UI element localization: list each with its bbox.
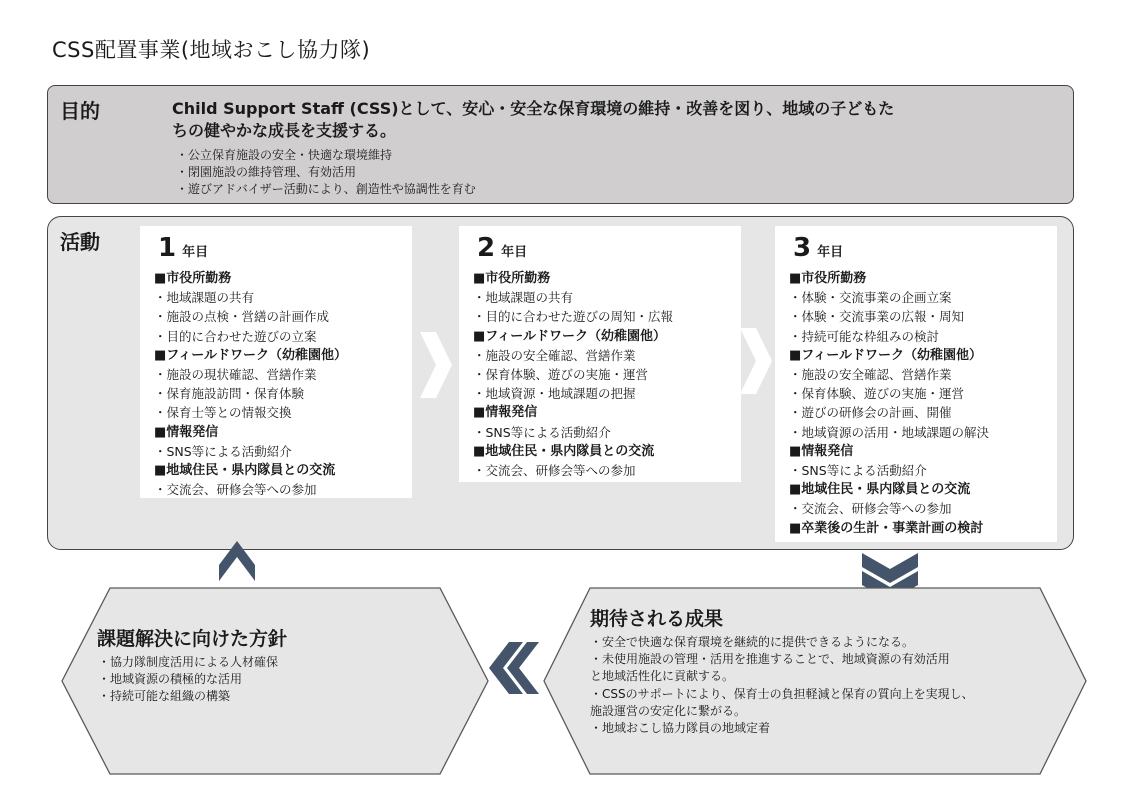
task-item: ・地域資源・地域課題の把握 [473, 386, 636, 402]
purpose-statement [172, 98, 1052, 142]
section-heading: ■市役所勤務 [154, 271, 232, 286]
task-item: ・交流会、研修会等への参加 [789, 501, 952, 517]
purpose-label: 目的 [60, 99, 100, 123]
year-suffix: 年目 [182, 245, 209, 260]
task-item: ・SNS等による活動紹介 [789, 463, 927, 479]
section-heading: ■フィールドワーク（幼稚園他） [789, 347, 982, 363]
task-item: ・体験・交流事業の広報・周知 [789, 309, 965, 325]
results-list [590, 634, 1050, 737]
year-number: 3 [793, 233, 812, 263]
task-item: ・SNS等による活動紹介 [473, 424, 611, 440]
task-item: ・体験・交流事業の企画立案 [789, 290, 952, 306]
purpose-list [176, 147, 476, 198]
results-item: ・未使用施設の管理・活用を推進することで、地域資源の有効活用 [590, 652, 950, 667]
policy-title: 課題解決に向けた方針 [97, 628, 288, 650]
results-item: 施設運営の安定化に繋がる。 [590, 703, 747, 718]
task-item: ・目的に合わせた遊びの立案 [154, 328, 317, 344]
year-heading [140, 234, 412, 267]
task-item: ・遊びの研修会の計画、開催 [789, 405, 952, 421]
section-heading: ■フィールドワーク（幼稚園他） [473, 328, 666, 344]
task-item: ・地域課題の共有 [154, 290, 255, 306]
task-item: ・保育体験、遊びの実施・運営 [473, 367, 649, 383]
chevron-right-icon [738, 326, 774, 396]
activity-label: 活動 [60, 230, 100, 254]
section-heading: ■市役所勤務 [473, 271, 551, 286]
year-lines [775, 269, 1057, 538]
results-title: 期待される成果 [590, 608, 724, 630]
year-lines [140, 269, 412, 499]
task-item: ・地域課題の共有 [473, 290, 574, 306]
task-item: ・保育体験、遊びの実施・運営 [789, 386, 965, 402]
page-title: CSS配置事業(地域おこし協力隊) [52, 38, 371, 62]
year-heading [459, 234, 741, 267]
results-item: ・CSSのサポートにより、保育士の負担軽減と保育の質向上を実現し、 [590, 686, 974, 701]
year-suffix: 年目 [817, 245, 844, 260]
task-item: ・施設の安全確認、営繕作業 [789, 367, 952, 383]
purpose-item: ・遊びアドバイザー活動により、創造性や協調性を育む [176, 182, 476, 196]
year-number: 2 [477, 233, 496, 263]
chevron-right-icon [418, 330, 454, 400]
year-suffix: 年目 [501, 245, 528, 260]
section-heading: ■フィールドワーク（幼稚園他） [154, 347, 347, 363]
results-item: ・安全で快適な保育環境を継続的に提供できるようになる。 [590, 635, 915, 649]
section-heading: ■地域住民・県内隊員との交流 [789, 482, 971, 498]
purpose-item: ・公立保育施設の安全・快適な環境維持 [176, 148, 393, 162]
year-card [459, 226, 741, 482]
task-item: ・施設の安全確認、営繕作業 [473, 347, 636, 363]
purpose-item: ・閉園施設の維持管理、有効活用 [176, 165, 357, 179]
year-card [775, 226, 1057, 542]
task-item: ・保育士等との情報交換 [154, 405, 292, 421]
results-item: ・地域おこし協力隊員の地域定着 [590, 721, 771, 736]
task-item: ・施設の点検・営繕の計画作成 [154, 309, 330, 325]
section-heading: ■市役所勤務 [789, 271, 867, 286]
task-item: ・SNS等による活動紹介 [154, 443, 292, 459]
purpose-statement-line: ちの健やかな成長を支援する。 [172, 121, 397, 140]
results-item: と地域活性化に貢献する。 [590, 669, 735, 684]
policy-item: ・協力隊制度活用による人材確保 [98, 655, 279, 669]
task-item: ・地域資源の活用・地域課題の解決 [789, 424, 990, 440]
section-heading: ■情報発信 [473, 405, 538, 421]
section-heading: ■卒業後の生計・事業計画の検討 [789, 520, 984, 536]
policy-list [98, 654, 278, 705]
task-item: ・保育施設訪問・保育体験 [154, 386, 305, 402]
policy-item: ・地域資源の積極的な活用 [98, 672, 243, 686]
task-item: ・施設の現状確認、営繕作業 [154, 367, 317, 383]
chevron-up-icon [205, 527, 269, 591]
year-card [140, 226, 412, 498]
year-number: 1 [158, 233, 177, 263]
section-heading: ■地域住民・県内隊員との交流 [473, 443, 655, 459]
year-heading [775, 234, 1057, 267]
policy-item: ・持続可能な組織の構築 [98, 689, 231, 703]
section-heading: ■情報発信 [789, 443, 854, 459]
year-lines [459, 269, 741, 480]
task-item: ・交流会、研修会等への参加 [473, 463, 636, 479]
task-item: ・持続可能な枠組みの検討 [789, 328, 940, 344]
section-heading: ■地域住民・県内隊員との交流 [154, 463, 336, 479]
purpose-statement-line: Child Support Staff (CSS)として、安心・安全な保育環境の維持・改善を図り、地域の子どもた [172, 99, 895, 118]
section-heading: ■情報発信 [154, 424, 219, 440]
task-item: ・目的に合わせた遊びの周知・広報 [473, 309, 674, 325]
task-item: ・交流会、研修会等への参加 [154, 482, 317, 498]
